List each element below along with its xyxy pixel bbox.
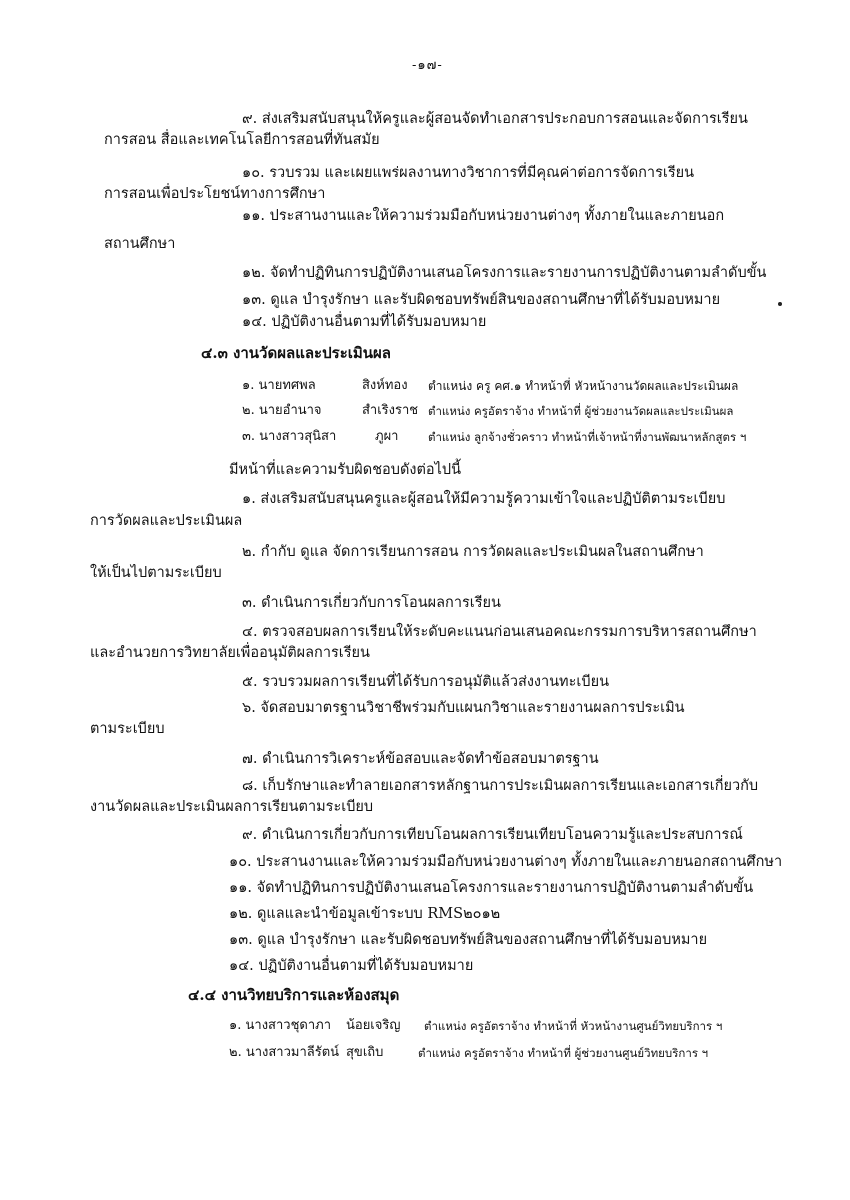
- list-item: ๑๒. ดูแลและนำข้อมูลเข้าระบบ RMS๒๐๑๒: [229, 906, 501, 922]
- staff-position: ตำแหน่ง ลูกจ้างชั่วคราว ทำหน้าที่เจ้าหน้าที่งานพัฒนาหลักสูตร ฯ: [428, 430, 747, 444]
- list-item: ๑. ส่งเสริมสนับสนุนครูและผู้สอนให้มีความรู้ความเข้าใจและปฏิบัติตามระเบียบ: [242, 491, 726, 507]
- section-title: ๔.๓ งานวัดผลและประเมินผล: [201, 344, 391, 362]
- duties-intro: มีหน้าที่และความรับผิดชอบดังต่อไปนี้: [229, 462, 461, 478]
- list-item: ๑๓. ดูแล บำรุงรักษา และรับผิดชอบทรัพย์สินของสถานศึกษาที่ได้รับมอบหมาย: [229, 932, 708, 948]
- staff-surname: สุขเถิบ: [346, 1045, 384, 1060]
- staff-name: ๓. นางสาวสุนิสา: [242, 429, 337, 444]
- list-item: ๗. ดำเนินการวิเคราะห์ข้อสอบและจัดทำข้อสอบมาตรฐาน: [242, 751, 599, 767]
- staff-surname: น้อยเจริญ: [346, 1018, 401, 1033]
- list-item: ๑๑. จัดทำปฏิทินการปฏิบัติงานเสนอโครงการและรายงานการปฏิบัติงานตามลำดับขั้น: [229, 880, 754, 896]
- list-item: ๑๐. ประสานงานและให้ความร่วมมือกับหน่วยงานต่างๆ ทั้งภายในและภายนอกสถานศึกษา: [229, 854, 783, 870]
- staff-position: ตำแหน่ง ครู คศ.๑ ทำหน้าที่ หัวหน้างานวัดผลและประเมินผล: [428, 379, 739, 393]
- list-item: ๙. ดำเนินการเกี่ยวกับการเทียบโอนผลการเรียนเทียบโอนความรู้และประสบการณ์: [242, 827, 743, 843]
- list-item-continuation: การสอนเพื่อประโยชน์ทางการศึกษา: [104, 186, 326, 202]
- list-item-continuation: และอำนวยการวิทยาลัยเพื่ออนุมัติผลการเรียน: [90, 645, 370, 661]
- list-item: ๔. ตรวจสอบผลการเรียนให้ระดับคะแนนก่อนเสนอคณะกรรมการบริหารสถานศึกษา: [242, 624, 757, 640]
- staff-position: ตำแหน่ง ครูอัตราจ้าง ทำหน้าที่ หัวหน้างานศูนย์วิทยบริการ ฯ: [424, 1019, 723, 1033]
- list-item: ๙. ส่งเสริมสนับสนุนให้ครูและผู้สอนจัดทำเอกสารประกอบการสอนและจัดการเรียน: [242, 111, 748, 127]
- list-item: ๖. จัดสอบมาตรฐานวิชาชีพร่วมกับแผนกวิชาและรายงานผลการประเมิน: [242, 700, 685, 716]
- section-title: ๔.๔ งานวิทยบริการและห้องสมุด: [188, 986, 400, 1004]
- staff-position: ตำแหน่ง ครูอัตราจ้าง ทำหน้าที่ ผู้ช่วยงานศูนย์วิทยบริการ ฯ: [418, 1046, 709, 1060]
- list-item: ๑๒. จัดทำปฏิทินการปฏิบัติงานเสนอโครงการและรายงานการปฏิบัติงานตามลำดับขั้น: [242, 265, 767, 281]
- list-item: ๑๔. ปฏิบัติงานอื่นตามที่ได้รับมอบหมาย: [229, 958, 474, 974]
- list-item: ๑๔. ปฏิบัติงานอื่นตามที่ได้รับมอบหมาย: [242, 314, 487, 330]
- list-item-continuation: ตามระเบียบ: [90, 721, 165, 737]
- list-item-continuation: ให้เป็นไปตามระเบียบ: [90, 565, 222, 581]
- list-item-continuation: งานวัดผลและประเมินผลการเรียนตามระเบียบ: [90, 799, 374, 815]
- list-item-continuation: การสอน สื่อและเทคโนโลยีการสอนที่ทันสมัย: [104, 132, 380, 148]
- scan-speck: [778, 302, 782, 306]
- list-item: ๕. รวบรวมผลการเรียนที่ได้รับการอนุมัติแล้วส่งงานทะเบียน: [242, 674, 609, 690]
- page-number: -๑๗-: [412, 58, 443, 73]
- list-item-continuation: สถานศึกษา: [104, 236, 176, 252]
- staff-name: ๑. นายทศพล: [242, 378, 316, 393]
- staff-surname: สิงห์ทอง: [362, 378, 408, 393]
- staff-name: ๒. นางสาวมาลีรัตน์: [229, 1045, 340, 1060]
- staff-position: ตำแหน่ง ครูอัตราจ้าง ทำหน้าที่ ผู้ช่วยงานวัดผลและประเมินผล: [428, 404, 734, 418]
- list-item: ๒. กำกับ ดูแล จัดการเรียนการสอน การวัดผลและประเมินผลในสถานศึกษา: [242, 544, 704, 560]
- list-item-continuation: การวัดผลและประเมินผล: [90, 513, 243, 529]
- list-item: ๑๐. รวบรวม และเผยแพร่ผลงานทางวิชาการที่มีคุณค่าต่อการจัดการเรียน: [242, 165, 695, 181]
- staff-name: ๑. นางสาวชุดาภา: [229, 1018, 332, 1033]
- list-item: ๘. เก็บรักษาและทำลายเอกสารหลักฐานการประเมินผลการเรียนและเอกสารเกี่ยวกับ: [242, 778, 759, 794]
- staff-surname: ภูผา: [375, 429, 399, 444]
- list-item: ๑๑. ประสานงานและให้ความร่วมมือกับหน่วยงานต่างๆ ทั้งภายในและภายนอก: [242, 208, 725, 224]
- list-item: ๓. ดำเนินการเกี่ยวกับการโอนผลการเรียน: [242, 595, 501, 611]
- staff-name: ๒. นายอำนาจ: [242, 403, 322, 418]
- staff-surname: สำเริงราช: [362, 403, 419, 418]
- list-item: ๑๓. ดูแล บำรุงรักษา และรับผิดชอบทรัพย์สินของสถานศึกษาที่ได้รับมอบหมาย: [242, 292, 721, 308]
